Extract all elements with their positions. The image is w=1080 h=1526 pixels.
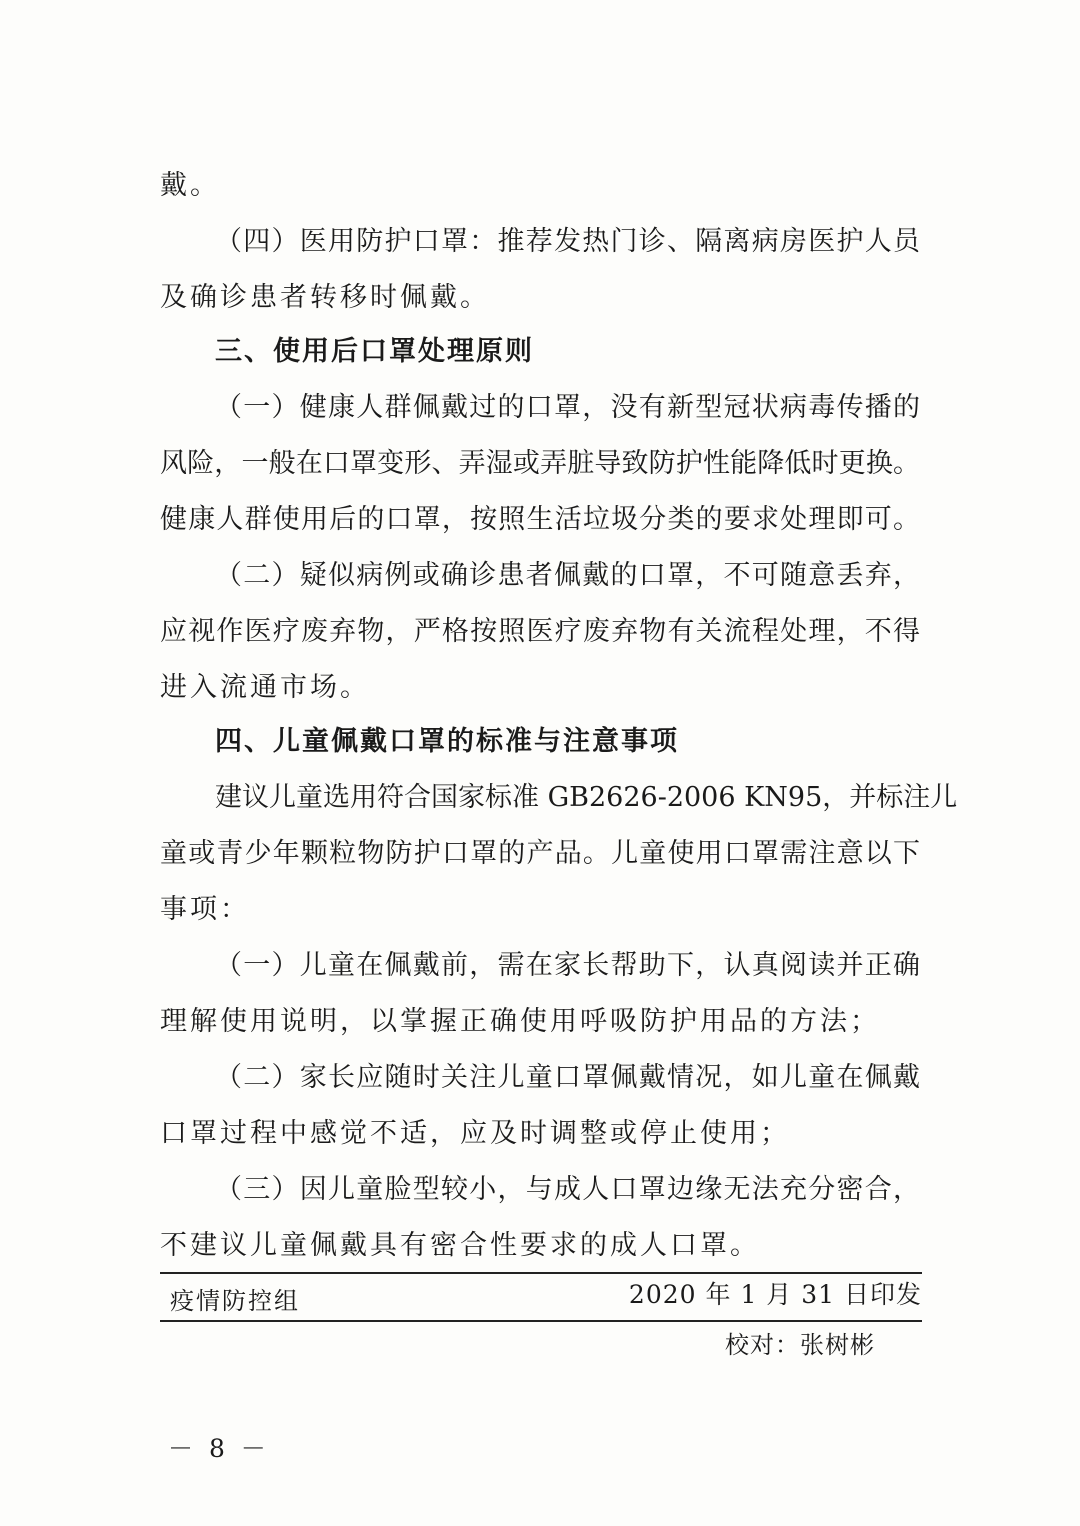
text-line: 口罩过程中感觉不适，应及时调整或停止使用； [160, 1118, 790, 1149]
text-line: 应视作医疗废弃物，严格按照医疗废弃物有关流程处理，不得 [160, 616, 920, 647]
text-line: （一）儿童在佩戴前，需在家长帮助下，认真阅读并正确 [215, 950, 920, 981]
text-line: 风险，一般在口罩变形、弄湿或弄脏导致防护性能降低时更换。 [160, 448, 920, 479]
text-line: （二）家长应随时关注儿童口罩佩戴情况，如儿童在佩戴 [215, 1062, 920, 1093]
page-number: － 8 － [168, 1434, 270, 1463]
text-line: 不建议儿童佩戴具有密合性要求的成人口罩。 [160, 1230, 760, 1261]
text-line: 健康人群使用后的口罩，按照生活垃圾分类的要求处理即可。 [160, 504, 920, 535]
section-heading-4: 四、儿童佩戴口罩的标准与注意事项 [215, 726, 679, 757]
text-line: （二）疑似病例或确诊患者佩戴的口罩，不可随意丢弃， [215, 560, 920, 591]
text-line: 理解使用说明，以掌握正确使用呼吸防护用品的方法； [160, 1006, 880, 1037]
proofreader: 校对：张树彬 [725, 1331, 875, 1359]
text-line: 事项： [160, 894, 250, 925]
text-line: 戴。 [160, 170, 220, 201]
issue-date: 2020 年 1 月 31 日印发 [628, 1280, 922, 1309]
section-heading-3: 三、使用后口罩处理原则 [215, 336, 534, 367]
text-line: （一）健康人群佩戴过的口罩，没有新型冠状病毒传播的 [215, 392, 920, 423]
text-line: （四）医用防护口罩：推荐发热门诊、隔离病房医护人员 [215, 226, 920, 257]
text-line: （三）因儿童脸型较小，与成人口罩边缘无法充分密合， [215, 1174, 920, 1205]
footer-bottom-rule [160, 1320, 922, 1322]
text-line: 进入流通市场。 [160, 672, 370, 703]
text-line: 童或青少年颗粒物防护口罩的产品。儿童使用口罩需注意以下 [160, 838, 920, 869]
issuer: 疫情防控组 [170, 1287, 300, 1315]
text-line: 及确诊患者转移时佩戴。 [160, 282, 490, 313]
text-line: 建议儿童选用符合国家标准 GB2626-2006 KN95，并标注儿 [215, 782, 958, 813]
footer-top-rule [160, 1272, 922, 1274]
